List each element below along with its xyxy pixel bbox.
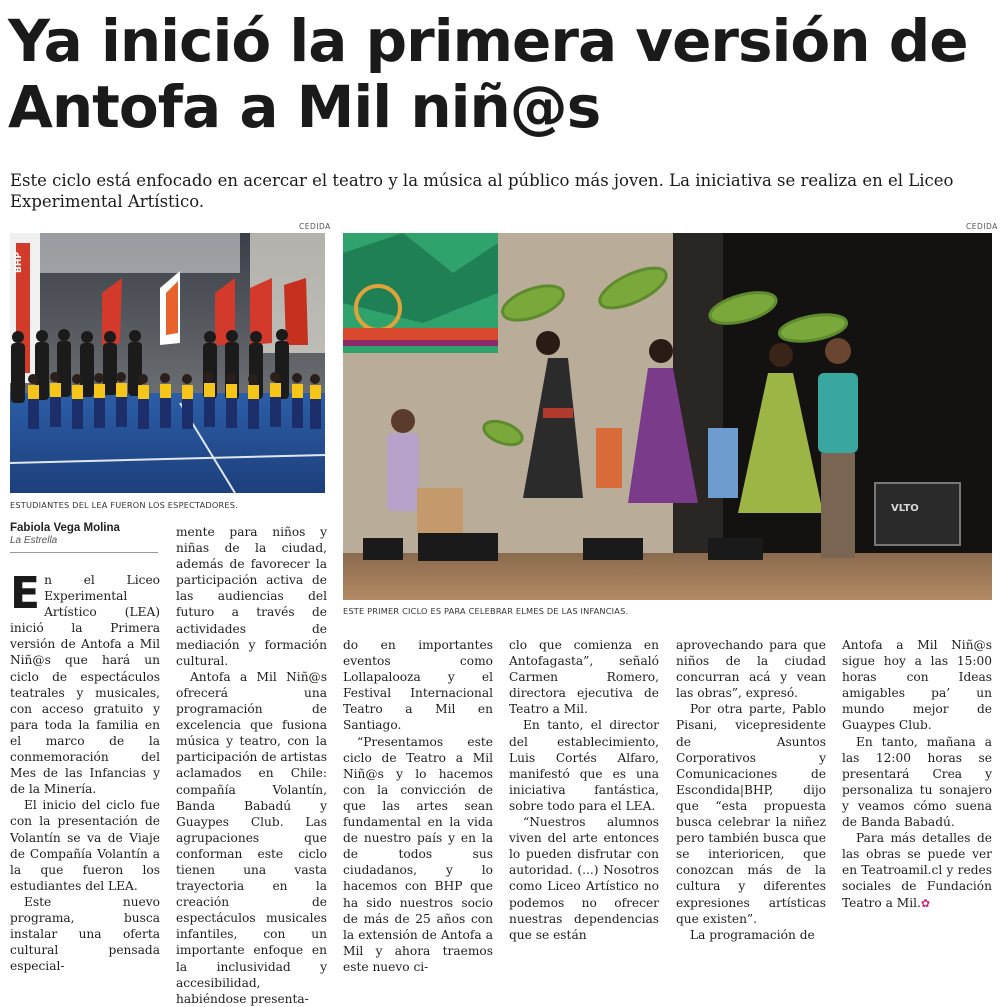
article-column-1 (10, 568, 160, 974)
article-column-6 (842, 637, 992, 912)
article-column-5 (676, 637, 826, 943)
headline-line-2: Antofa a Mil niñ@s (8, 73, 601, 141)
right-photo-caption: ESTE PRIMER CICLO ES PARA CELEBRAR ELMES DE LAS INFANCIAS. (343, 606, 629, 616)
column-2-paragraph-1: mente para niños y niñas de la ciudad, además de favorecer la participación activa de las audiencias del futuro a través de actividades de mediación y formación cultural. (176, 525, 327, 668)
column-5-paragraph-2: Por otra parte, Pablo Pisani, vicepresidente de Asuntos Corporativos y Comunicaciones de Escondida|BHP, dijo que “esta propuesta busca celebrar la niñez pero también busca que se interioricen, que conozcan más de la cultura y diferentes expresiones artísticas que existen”. (676, 702, 826, 926)
byline-author: Fabiola Vega Molina (10, 522, 120, 534)
byline-publication: La Estrella (10, 535, 58, 546)
column-1-paragraph-3: Este nuevo programa, busca instalar una oferta cultural pensada especial- (10, 894, 160, 974)
column-1-paragraph-2: El inicio del ciclo fue con la presentación de Volantín se va de Viaje de Compañía Volantín a la que fueron los estudiantes del LEA. (10, 798, 160, 893)
students-photo-illustration (10, 233, 325, 493)
headline-line-1: Ya inició la primera versión de (8, 7, 968, 75)
headline (8, 8, 992, 140)
column-3-paragraph-2: “Presentamos este ciclo de Teatro a Mil Niñ@s y lo hacemos con la convicción de que las artes sean fundamental en la vida de nuestro país y en la de todos sus ciudadanos, y lo hacemos con BHP que ha sido nuestros socio de más de 25 años con la extensión de Antofa a Mil y ahora traemos este nuevo ci- (343, 734, 493, 974)
column-2-paragraph-2: Antofa a Mil Niñ@s ofrecerá una programación de excelencia que fusiona música y teatro, con la participación de artistas aclamados en Chile: compañía Volantín, Banda Babadú y Guaypes Club. Las agrupaciones que conforman este ciclo tienen una vasta trayectoria en la creación de espectáculos musicales infantiles, con un importante enfoque en la inclusividad y accesibilidad, habiéndose presenta- (176, 669, 327, 1006)
column-1-paragraph-1 (10, 568, 160, 797)
article-column-3 (343, 637, 493, 975)
column-5-paragraph-1: aprovechando para que niños de la ciudad concurran acá y vean las obras”, expresó. (676, 638, 826, 701)
end-of-article-icon: ✿ (920, 896, 931, 910)
left-photo-caption: ESTUDIANTES DEL LEA FUERON LOS ESPECTADORES. (10, 500, 238, 510)
column-4-paragraph-3: “Nuestros alumnos viven del arte entonces lo pueden disfrutar con autoridad. (...) Nosotros como Liceo Artístico no podemos no ofrecer nuestras dependencias que se están (509, 815, 659, 942)
column-6-paragraph-2: En tanto, mañana a las 12:00 horas se presentará Crea y personaliza tu sonajero y veamos cómo suena de Banda Babadú. (842, 734, 992, 830)
article-column-4 (509, 637, 659, 943)
column-4-paragraph-2: En tanto, el director del establecimiento, Luis Cortés Alfaro, manifestó que es una iniciativa fantástica, sobre todo para el LEA. (509, 718, 659, 813)
column-6-paragraph-3-text: Para más detalles de las obras se puede ver en Teatroamil.cl y redes sociales de Fundación Teatro a Mil. (842, 831, 992, 910)
column-6-paragraph-1: Antofa a Mil Niñ@s sigue hoy a las 15:00 horas con Ideas amigables pa’ un mundo mejor de Guaypes Club. (842, 638, 992, 733)
left-banner-text: BHP (14, 252, 24, 273)
column-3-paragraph-1: do en importantes eventos como Lollapalooza y el Festival Internacional Teatro a Mil en Santiago. (343, 638, 493, 733)
right-photo-credit: CEDIDA (966, 222, 998, 231)
stage-photo-illustration (343, 233, 992, 600)
byline-divider (10, 552, 158, 553)
subheadline: Este ciclo está enfocado en acercar el teatro y la música al público más joven. La iniciativa se realiza en el Liceo Experimental Artístico. (10, 171, 954, 211)
photo-students (10, 233, 325, 493)
column-5-paragraph-3: La programación de (690, 927, 815, 942)
column-4-paragraph-1: clo que comienza en Antofagasta”, señaló Carmen Romero, directora ejecutiva de Teatro a Mil. (509, 638, 659, 717)
left-photo-credit: CEDIDA (299, 222, 331, 231)
drop-cap: E (10, 568, 41, 619)
column-1-paragraph-1-text: n el Liceo Experimental Artístico (LEA) inició la Primera versión de Antofa a Mil Niñ@s que hará un ciclo de espectáculos teatrales y musicales, con acceso gratuito y para toda la familia en el marco de la conmemoración del Mes de las Infancias y de la Minería. (10, 573, 160, 797)
photo-stage-performance (343, 233, 992, 600)
column-6-paragraph-3 (842, 830, 992, 911)
article-column-2 (176, 524, 327, 1007)
road-case-label: VLTO (891, 503, 919, 514)
